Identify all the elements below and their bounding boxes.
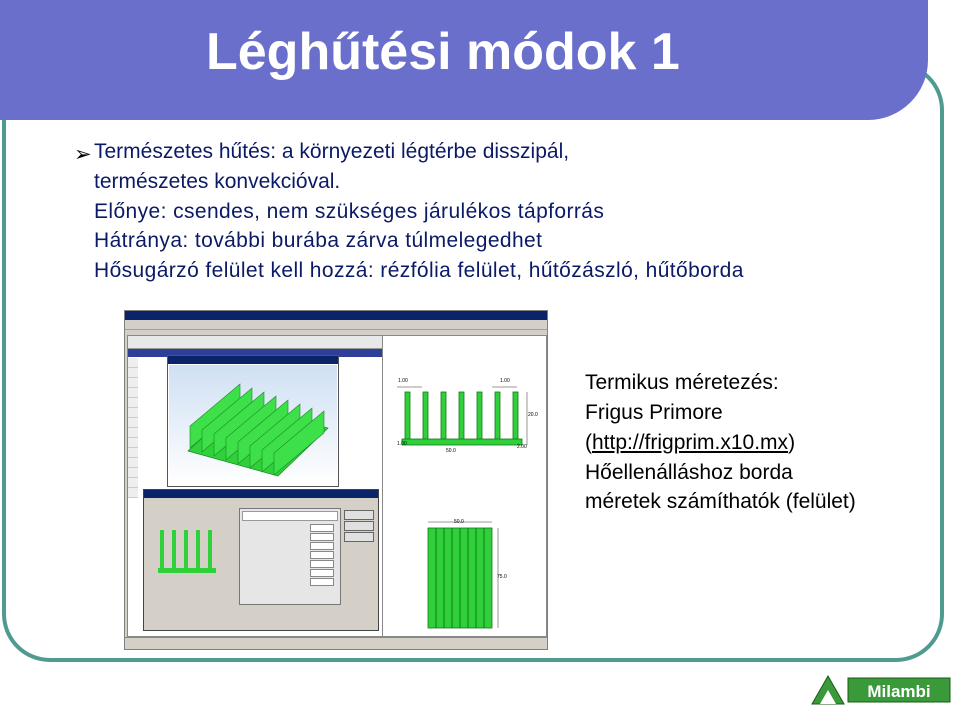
heatsink-3d-window (167, 355, 339, 487)
row-number (128, 448, 138, 458)
row-number (128, 478, 138, 488)
logo-text: Milambi (867, 682, 931, 701)
slide-title: Léghűtési módok 1 (206, 23, 680, 81)
side-text-line-2: Frigus Primore (585, 401, 723, 424)
heatsink-3d-icon (168, 356, 338, 486)
help-button[interactable] (344, 532, 374, 542)
row-number (128, 378, 138, 388)
bullet-arrow-icon: ➢ (74, 143, 92, 166)
link-close-paren: ) (788, 431, 796, 454)
row-number (128, 438, 138, 448)
dim-label-right: 2.00 (517, 444, 527, 450)
text-line-4: Hátránya: további burába zárva túlmelegedhet (94, 229, 543, 252)
base-thickness-field[interactable] (310, 551, 334, 559)
side-text-line-4: Hőellenálláshoz borda (585, 461, 793, 484)
row-number (128, 398, 138, 408)
row-number (128, 368, 138, 378)
dialog-profile-drawing (150, 520, 240, 590)
dim-label-height: 20.0 (528, 412, 538, 418)
row-number (128, 388, 138, 398)
screenshot-menubar (125, 320, 547, 330)
dialog-titlebar (144, 490, 378, 498)
pitch-field[interactable] (310, 569, 334, 577)
width-field[interactable] (310, 524, 334, 532)
total-height-field[interactable] (310, 542, 334, 550)
row-number (128, 468, 138, 478)
dim-label-b: 1.00 (500, 378, 510, 384)
frigus-primore-link[interactable]: http://frigprim.x10.mx (592, 431, 789, 454)
screenshot-taskbar (125, 637, 547, 650)
milambi-logo (810, 672, 952, 706)
dim-label-a: 1.00 (398, 378, 408, 384)
heatsink-top-view-drawing (424, 518, 504, 638)
text-line-5: Hősugárzó felület kell hozzá: rézfólia felület, hűtőzászló, hűtőborda (94, 259, 744, 282)
side-text-link-row (585, 431, 795, 455)
text-line-1: Természetes hűtés: a környezeti légtérbe disszipál, (94, 140, 570, 163)
dim-label-length: 75.0 (497, 574, 507, 580)
dim-label-top-width: 50.0 (454, 519, 464, 525)
row-number (128, 358, 138, 368)
spreadsheet-header (128, 336, 383, 349)
side-text-line-1: Termikus méretezés: (585, 371, 779, 394)
depth-field[interactable] (310, 533, 334, 541)
row-number (128, 408, 138, 418)
screenshot-titlebar (125, 311, 547, 320)
heatsink-profile-drawing (392, 384, 552, 464)
link-open-paren: ( (585, 431, 592, 454)
row-number (128, 488, 138, 498)
dim-label-width: 50.0 (446, 448, 456, 454)
side-text-line-5: méretek számíthatók (felület) (585, 490, 856, 513)
row-number (128, 418, 138, 428)
cancel-button[interactable] (344, 521, 374, 531)
fin-thickness-field[interactable] (310, 578, 334, 586)
text-line-3: Előnye: csendes, nem szükséges járulékos tápforrás (94, 200, 605, 223)
fin-count-field[interactable] (310, 560, 334, 568)
dialog-design-header (242, 511, 338, 521)
dim-label-base: 1.00 (397, 441, 407, 447)
row-number (128, 428, 138, 438)
milambi-logo-icon (810, 672, 952, 706)
input-dialog (143, 489, 379, 631)
row-number (128, 458, 138, 468)
ok-button[interactable] (344, 510, 374, 520)
text-line-2: természetes konvekcióval. (94, 170, 341, 193)
